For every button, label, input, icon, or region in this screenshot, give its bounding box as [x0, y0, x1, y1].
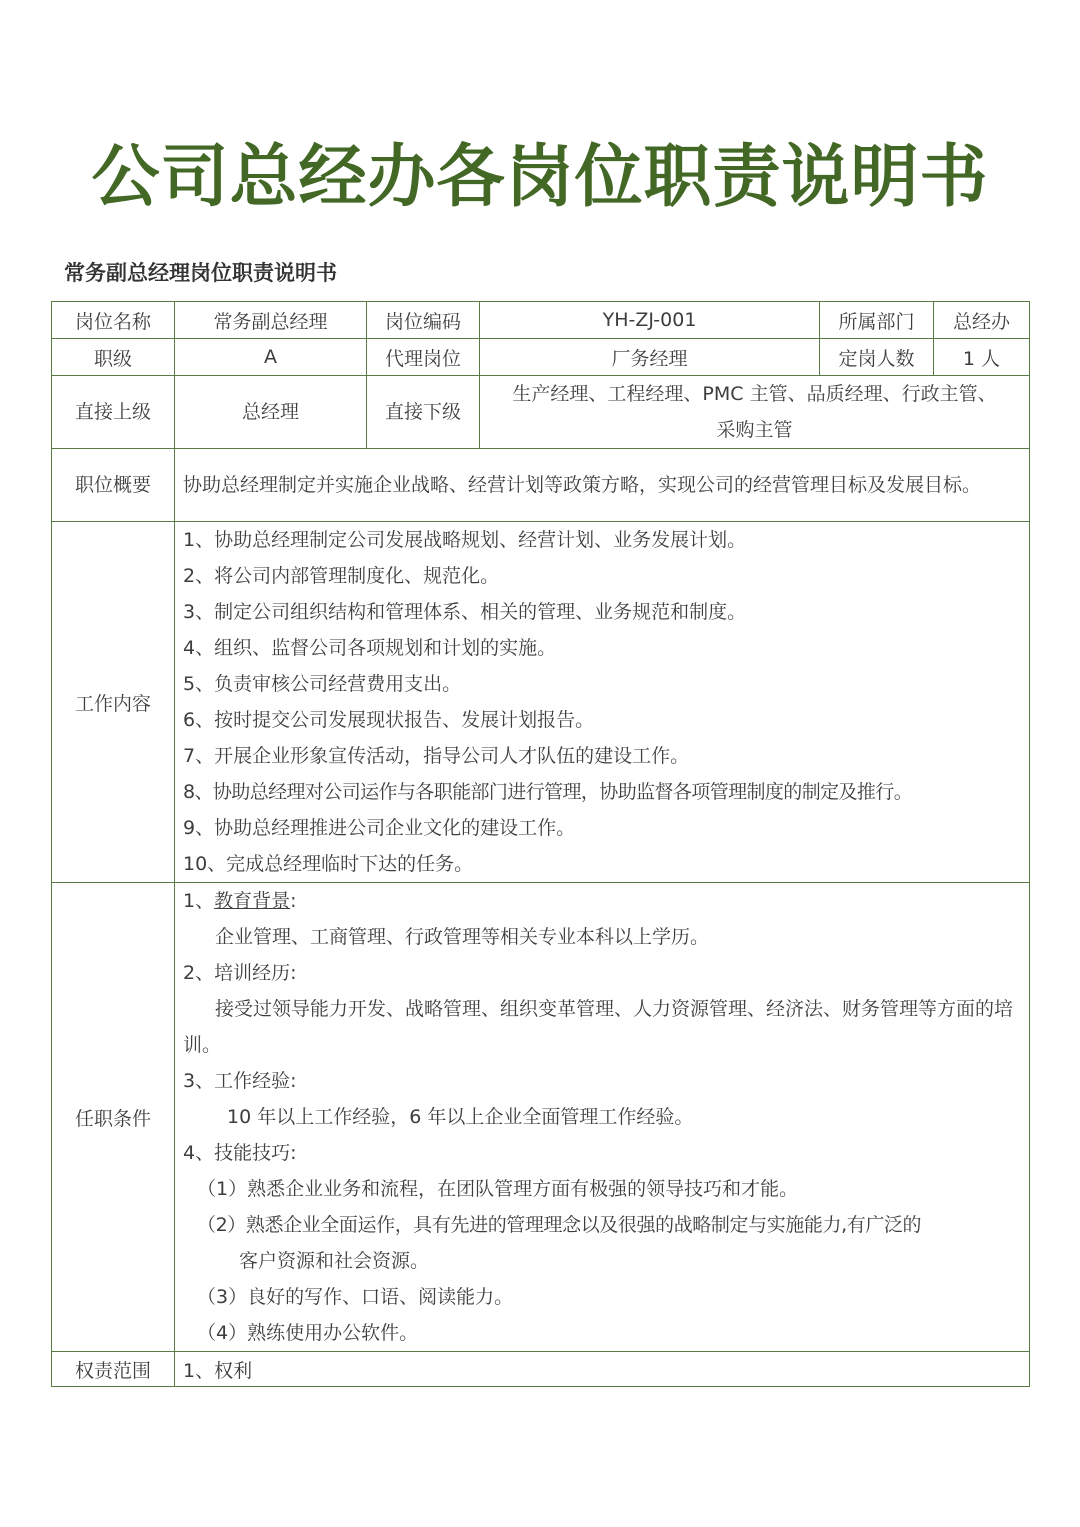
- value-department: 总经办: [934, 302, 1030, 339]
- value-requirements: [175, 883, 1030, 1352]
- label-overview: 职位概要: [52, 449, 175, 522]
- label-subordinate: 直接下级: [367, 376, 480, 449]
- list-item: 7、开展企业形象宣传活动，指导公司人才队伍的建设工作。: [183, 745, 690, 767]
- value-headcount: 1 人: [934, 339, 1030, 376]
- value-agent-position: 厂务经理: [480, 339, 820, 376]
- table-row: [52, 522, 1030, 883]
- value-position-code: YH-ZJ-001: [480, 302, 820, 339]
- list-item: 5、负责审核公司经营费用支出。: [183, 673, 462, 695]
- table-row: [52, 302, 1030, 339]
- label-agent-position: 代理岗位: [367, 339, 480, 376]
- table-row: [52, 339, 1030, 376]
- label-duties: 工作内容: [52, 522, 175, 883]
- label-level: 职级: [52, 339, 175, 376]
- value-scope: 1、权利: [175, 1352, 1030, 1387]
- requirement-training-heading: 2、培训经历:: [183, 962, 297, 984]
- requirement-experience-text: 10 年以上工作经验，6 年以上企业全面管理工作经验。: [227, 1106, 694, 1128]
- list-item: 2、将公司内部管理制度化、规范化。: [183, 565, 500, 587]
- list-item: 10、完成总经理临时下达的任务。: [183, 853, 474, 875]
- label-position-name: 岗位名称: [52, 302, 175, 339]
- table-row: [52, 1352, 1030, 1387]
- list-item: （2）熟悉企业全面运作，具有先进的管理理念以及很强的战略制定与实施能力,有广泛的: [197, 1214, 922, 1236]
- list-item: 8、协助总经理对公司运作与各职能部门进行管理，协助监督各项管理制度的制定及推行。: [183, 781, 913, 803]
- requirement-training-text: 接受过领导能力开发、战略管理、组织变革管理、人力资源管理、经济法、财务管理等方面的培训。: [183, 998, 1014, 1056]
- requirement-skills-heading: 4、技能技巧:: [183, 1142, 297, 1164]
- list-item: 1、协助总经理制定公司发展战略规划、经营计划、业务发展计划。: [183, 529, 747, 551]
- label-scope: 权责范围: [52, 1352, 175, 1387]
- list-item: 3、制定公司组织结构和管理体系、相关的管理、业务规范和制度。: [183, 601, 747, 623]
- requirement-education-text: 企业管理、工商管理、行政管理等相关专业本科以上学历。: [215, 926, 710, 948]
- table-row: [52, 449, 1030, 522]
- page-title: 公司总经办各岗位职责说明书: [91, 137, 989, 217]
- section-title: 常务副总经理岗位职责说明书: [64, 260, 337, 285]
- value-subordinate: 生产经理、工程经理、PMC 主管、品质经理、行政主管、 采购主管: [480, 376, 1030, 449]
- requirement-experience-heading: 3、工作经验:: [183, 1070, 297, 1092]
- list-item: 4、组织、监督公司各项规划和计划的实施。: [183, 637, 557, 659]
- list-item: 6、按时提交公司发展现状报告、发展计划报告。: [183, 709, 595, 731]
- list-item: （3）良好的写作、口语、阅读能力。: [197, 1286, 514, 1308]
- value-duties: [175, 522, 1030, 883]
- table-row: [52, 376, 1030, 449]
- label-requirements: 任职条件: [52, 883, 175, 1352]
- list-item: 9、协助总经理推进公司企业文化的建设工作。: [183, 817, 576, 839]
- job-description-table: [51, 301, 1030, 1387]
- list-item: 客户资源和社会资源。: [239, 1250, 430, 1272]
- list-item: （4）熟练使用办公软件。: [197, 1322, 419, 1344]
- value-overview: 协助总经理制定并实施企业战略、经营计划等政策方略，实现公司的经营管理目标及发展目标。: [175, 449, 1030, 522]
- requirement-education-heading: 1、教育背景:: [183, 890, 297, 912]
- label-position-code: 岗位编码: [367, 302, 480, 339]
- value-superior: 总经理: [175, 376, 367, 449]
- label-headcount: 定岗人数: [820, 339, 934, 376]
- label-superior: 直接上级: [52, 376, 175, 449]
- value-level: A: [175, 339, 367, 376]
- list-item: （1）熟悉企业业务和流程，在团队管理方面有极强的领导技巧和才能。: [197, 1178, 799, 1200]
- value-position-name: 常务副总经理: [175, 302, 367, 339]
- label-department: 所属部门: [820, 302, 934, 339]
- table-row: [52, 883, 1030, 1352]
